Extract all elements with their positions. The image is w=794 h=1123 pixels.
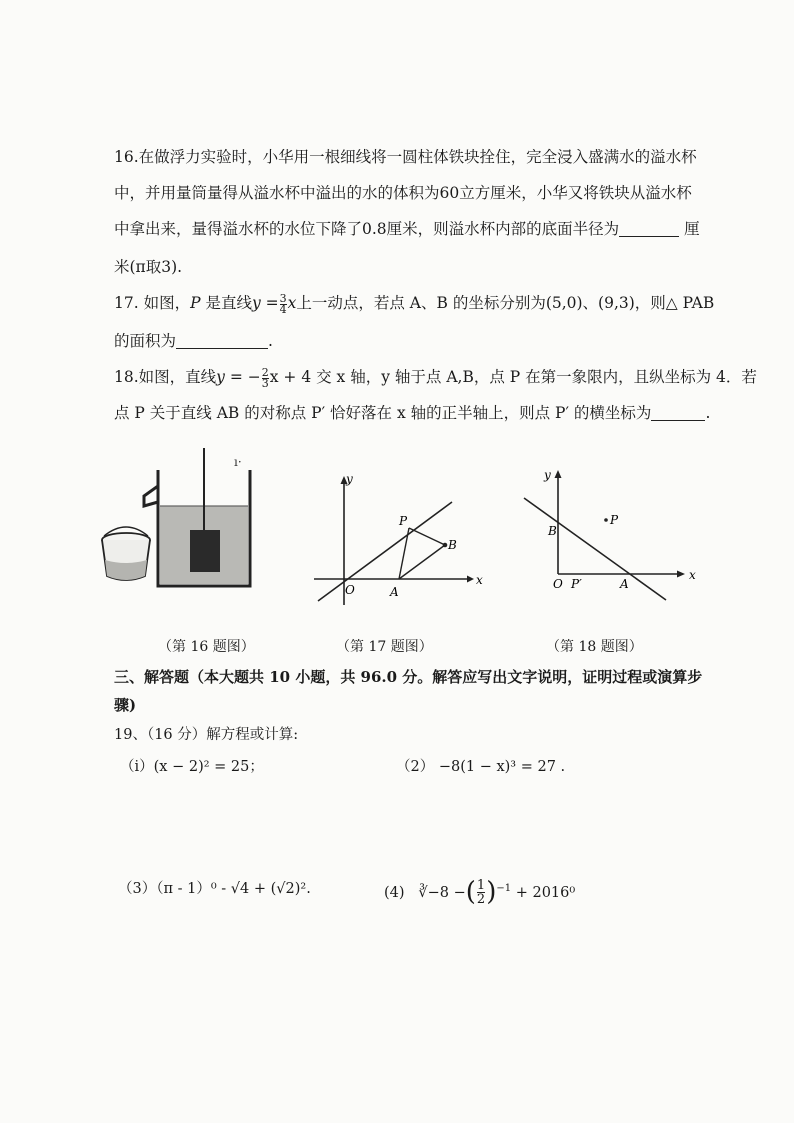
q19-part4-root: ∛−8 [418, 884, 449, 901]
q18-line2-end: . [705, 404, 711, 422]
fig18-x-label: x [689, 568, 696, 582]
fig18-o-label: O [553, 577, 563, 591]
caption-fig18: （第 18 题图） [546, 639, 643, 655]
q18-rest1: x + 4 交 x 轴，y 轴于点 A,B，点 P 在第一象限内，且纵坐标为 4．若 [269, 368, 757, 386]
q18-line2-text: 点 P 关于直线 AB 的对称点 P′ 恰好落在 x 轴的正半轴上，则点 P′ 的横坐标为 [114, 404, 652, 422]
q16-line4: 米(π取3). [114, 258, 183, 276]
q18-answer-blank [651, 404, 705, 421]
q17-line1 [114, 291, 715, 316]
q17-x: x [287, 294, 297, 312]
q16-line3 [114, 218, 700, 240]
q17-pre: 17. 如图， [114, 294, 191, 312]
q17-mid1: 是直线 [200, 294, 252, 312]
fig17-x-label: x [476, 573, 483, 587]
q18-y-eq: y = − [216, 368, 261, 386]
q19-part4-fraction [477, 879, 485, 906]
caption-fig17: （第 17 题图） [336, 639, 433, 655]
q16-answer-blank [619, 220, 679, 237]
q17-den: 4 [279, 302, 287, 316]
q18-den: 3 [261, 376, 269, 390]
q19-part4-tail: + 2016⁰ [515, 884, 576, 901]
fig17-a-label: A [390, 585, 399, 599]
q19-part4-den: 2 [476, 892, 486, 908]
q17-fraction [279, 291, 287, 316]
q16-line3-text: 中拿出来，量得溢水杯的水位下降了0.8厘米，则溢水杯内部的底面半径为 [114, 220, 620, 238]
fig18-pprime-label: P′ [571, 577, 582, 591]
fig18-b-label: B [548, 524, 557, 538]
svg-text:ı·: ı· [234, 455, 242, 469]
q18-line1 [114, 365, 757, 390]
q19-part4-exp: −1 [496, 883, 512, 894]
q16-line1: 16.在做浮力实验时，小华用一根细线将一圆柱体铁块拴住，完全浸入盛满水的溢水杯 [114, 148, 697, 166]
q19-part4-label: (4) [384, 884, 405, 901]
q18-num: 2 [261, 365, 269, 379]
fig17-y-label: y [346, 472, 353, 486]
q19-part2: （2） −8(1 − x)³ = 27 . [396, 759, 566, 775]
q17-answer-blank [176, 332, 268, 349]
q19-part4-num: 1 [476, 878, 486, 894]
q19-part4-minus: − [453, 884, 466, 901]
q19-title: 19、（16 分）解方程或计算: [114, 727, 299, 743]
q18-fraction [261, 365, 269, 390]
fig18-a-label: A [620, 577, 629, 591]
section3-heading-line1: 三、解答题（本大题共 10 小题，共 96.0 分。解答应写出文字说明，证明过程或演算步 [114, 668, 703, 686]
figure-16 [100, 448, 270, 593]
q16-line3-end: 厘 [684, 220, 700, 238]
fig18-p-label: P [610, 513, 619, 527]
fig17-o-label: O [345, 583, 355, 597]
q17-num: 3 [279, 291, 287, 305]
section3-heading-line2: 骤) [114, 696, 137, 714]
q17-line2-text: 的面积为 [114, 332, 177, 350]
q16-line2: 中，并用量筒量得从溢水杯中溢出的水的体积为60立方厘米，小华又将铁块从溢水杯 [114, 184, 692, 202]
q19-part3: （3）（π - 1）⁰ - √4 + (√2)². [118, 881, 311, 897]
fig18-y-label: y [544, 468, 551, 482]
q18-pre: 18.如图，直线 [114, 368, 217, 386]
q19-part1: （i）(x − 2)² = 25； [120, 759, 264, 775]
figure-18 [520, 462, 695, 602]
figure-17 [312, 470, 487, 605]
q18-line2 [114, 402, 711, 424]
fig17-p-label: P [399, 514, 408, 528]
caption-fig16: （第 16 题图） [158, 639, 255, 655]
q17-y-eq: y = [251, 294, 279, 312]
q17-line2: 的面积为 . [114, 332, 273, 350]
q19-part4: (4) ∛−8 −( $\frac{1}{2}$ )$^{-1}$ + 2016⁰ [384, 876, 576, 908]
q17-p: P [190, 294, 201, 312]
fig17-b-label: B [448, 538, 457, 552]
q17-mid2: 上一动点，若点 A、B 的坐标分别为(5,0)、(9,3)，则△ PAB [296, 294, 715, 312]
